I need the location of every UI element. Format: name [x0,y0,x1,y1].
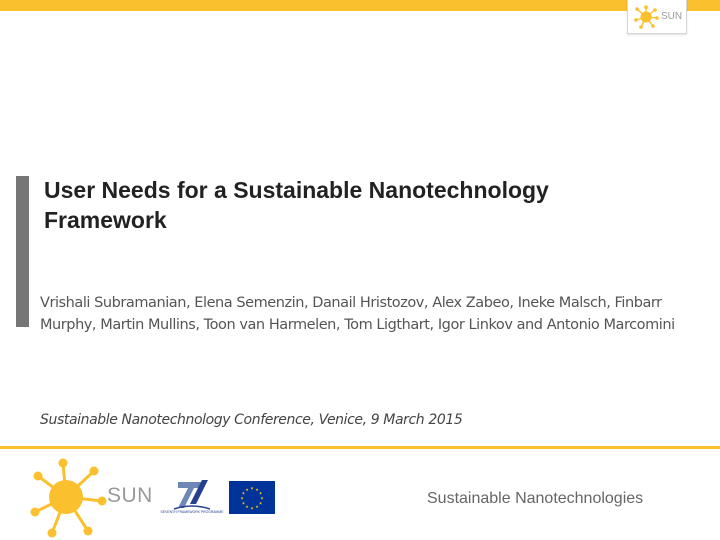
sun-logo-icon [30,457,106,537]
svg-text:★: ★ [241,500,246,506]
svg-text:★: ★ [240,495,244,501]
fp7-logo-icon [160,478,224,516]
svg-text:★: ★ [250,505,254,511]
svg-text:★: ★ [255,504,259,509]
top-accent-bar [0,0,720,11]
svg-text:★: ★ [260,495,264,501]
footer-tagline: Sustainable Nanotechnologies [427,490,644,507]
eu-flag-icon [229,481,275,514]
svg-text:★: ★ [245,486,249,492]
sun-corner-logo [627,0,687,34]
slide-title: User Needs for a Sustainable Nanotechnology Framework [44,177,549,233]
sun-logo-text: SUN [107,484,153,507]
title-accent-bar [16,176,29,327]
svg-text:★: ★ [250,485,254,491]
sun-corner-logo-text: SUN [661,11,683,22]
svg-text:★: ★ [241,490,246,496]
author-list: Vrishali Subramanian, Elena Semenzin, Danail Hristozov, Alex Zabeo, Ineke Malsch, Finbarr Murphy, Martin Mullins, Toon van Harmelen, Tom Ligthart, Igor Linkov and Antonio Marcomini [40,295,675,333]
fp7-logo-text: SEVENTH FRAMEWORK PROGRAMME [160,510,224,514]
conference-info: Sustainable Nanotechnology Conference, Venice, 9 March 2015 [40,412,463,428]
sun-icon [633,5,661,29]
svg-text:★: ★ [245,504,249,509]
svg-text:★: ★ [258,490,263,496]
svg-text:★: ★ [255,486,259,492]
footer-divider [0,446,720,449]
svg-text:★: ★ [258,500,263,506]
